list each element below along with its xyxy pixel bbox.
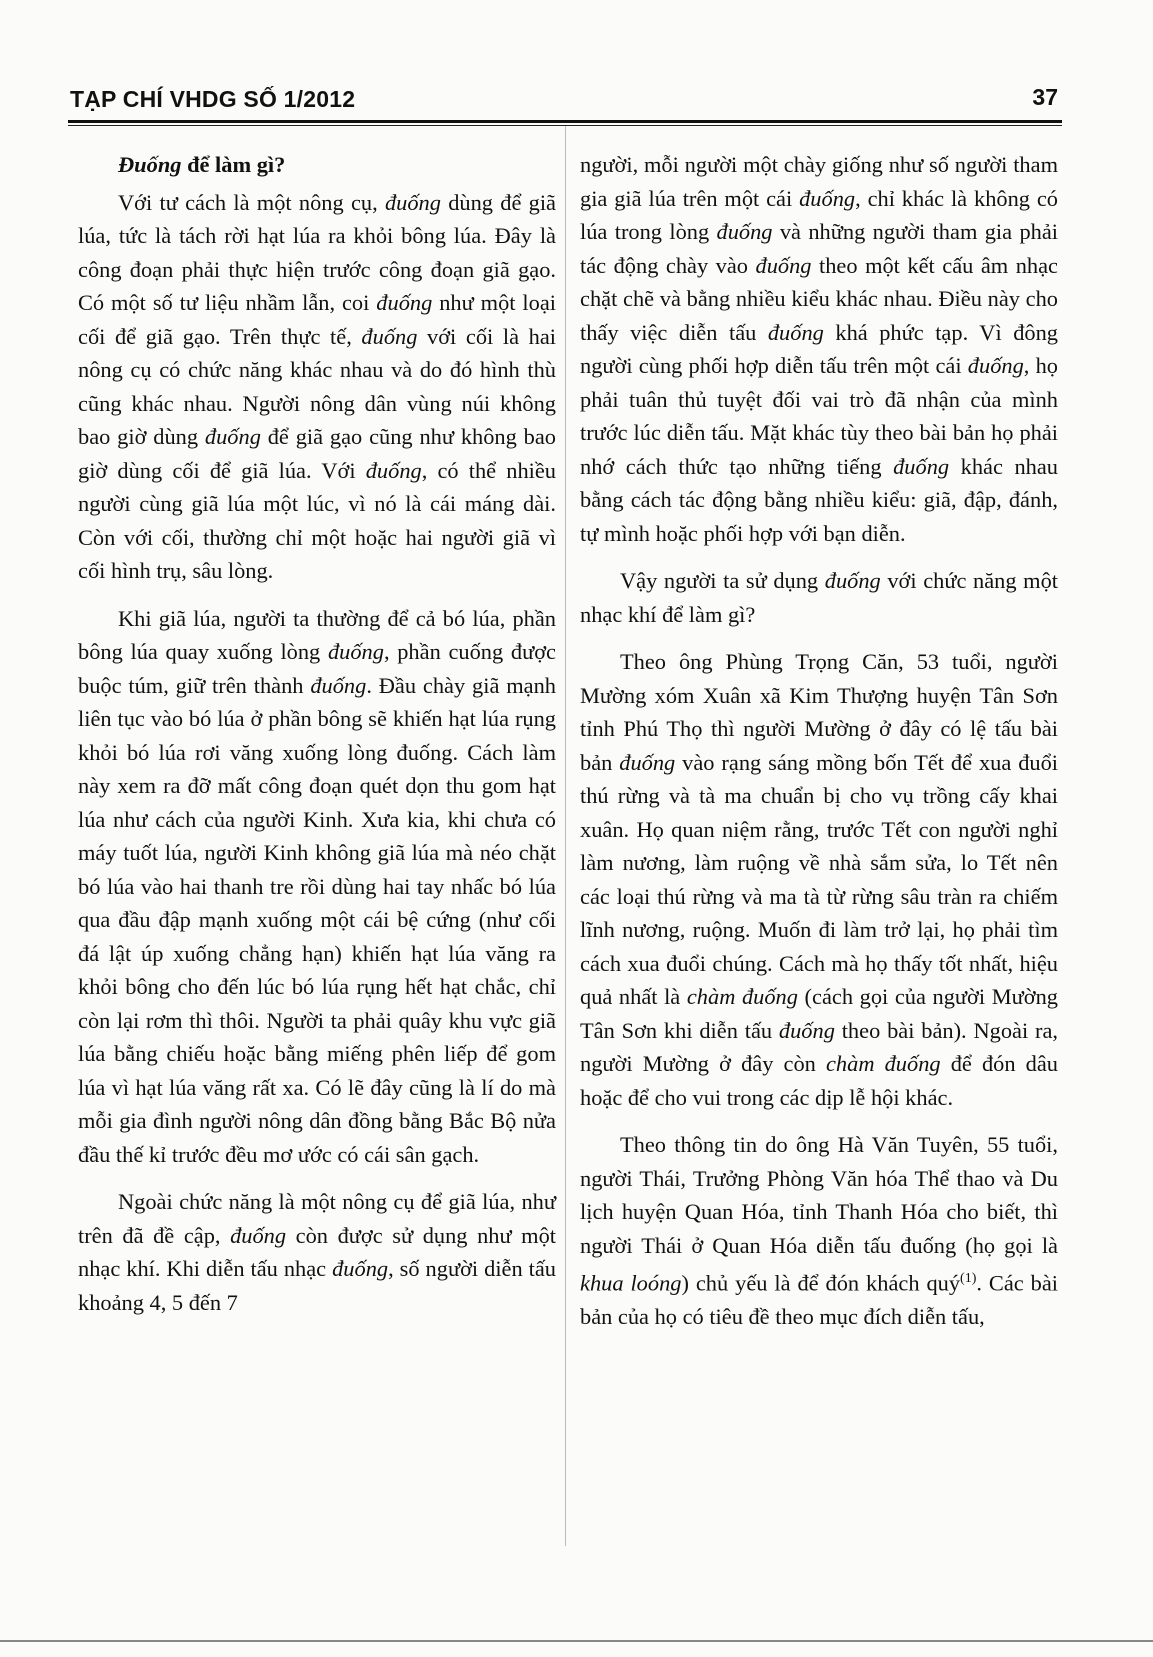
paragraph: Ngoài chức năng là một nông cụ để giã lúa, như trên đã đề cập, đuống còn được sử dụng như một nhạc khí. Khi diễn tấu nhạc đuống, số người diễn tấu khoảng 4, 5 đến 7 (78, 1189, 557, 1315)
left-column-body (78, 186, 556, 1320)
left-column (78, 148, 556, 1333)
heading-rest: để làm gì? (181, 152, 286, 177)
right-column-body (580, 148, 1058, 1333)
header-rule-thick (68, 120, 1062, 123)
journal-title: TẠP CHÍ VHDG SỐ 1/2012 (70, 86, 356, 112)
right-column (580, 148, 1058, 1347)
paragraph: Khi giã lúa, người ta thường để cả bó lúa, phần bông lúa quay xuống lòng đuống, phần cuống được buộc túm, giữ trên thành đuống. Đầu chày giã mạnh liên tục vào bó lúa ở phần bông sẽ khiến hạt lúa rụng khỏi bó lúa rơi văng xuống lòng đuống. Cách làm này xem ra đỡ mất công đoạn quét dọn thu gom hạt lúa như cách của người Kinh. Xưa kia, khi chưa có máy tuốt lúa, người Kinh không giã lúa mà néo chặt bó lúa vào hai thanh tre rồi dùng hai tay nhấc bó lúa qua đầu đập mạnh xuống một cái bệ cứng (như cối đá lật úp xuống chẳng hạn) khiến hạt lúa văng ra khỏi bông cho đến lúc bó lúa rụng hết hạt chắc, chỉ còn lại rơm thì thôi. Người ta phải quây khu vực giã lúa bằng chiếu hoặc bằng miếng phên liếp để gom lúa vì hạt lúa văng rất xa. Có lẽ đây cũng là lí do mà mỗi gia đình người nông dân đồng bằng Bắc Bộ nửa đầu thế kỉ trước đều mơ ước có cái sân gạch. (78, 605, 556, 1167)
scan-edge-line (0, 1640, 1153, 1642)
paragraph: Với tư cách là một nông cụ, đuống dùng để giã lúa, tức là tách rời hạt lúa ra khỏi bông lúa. Đây là công đoạn phải thực hiện trước công đoạn giã gạo. Có một số tư liệu nhầm lẫn, coi đuống như một loại cối để giã gạo. Trên thực tế, đuống với cối là hai nông cụ có chức năng khác nhau và do đó hình thù cũng khác nhau. Người nông dân vùng núi không bao giờ dùng đuống để giã gạo cũng như không bao giờ dùng cối để giã lúa. Với đuống, có thể nhiều người cùng giã lúa một lúc, vì nó là cái máng dài. Còn với cối, thường chỉ một hoặc hai người giã vì cối hình trụ, sâu lòng. (78, 189, 557, 583)
paragraph: Theo ông Phùng Trọng Căn, 53 tuổi, người Mường xóm Xuân xã Kim Thượng huyện Tân Sơn tỉnh Phú Thọ thì người Mường ở đây có lệ tấu bài bản đuống vào rạng sáng mồng bốn Tết để xua đuổi thú rừng và tà ma chuẩn bị cho vụ trồng cấy khai xuân. Họ quan niệm rằng, trước Tết con người nghỉ làm nương, làm ruộng về nhà sắm sửa, lo Tết nên các loại thú rừng và ma tà từ rừng sâu tràn ra chiếm lĩnh nương, ruộng. Muốn đi làm trở lại, họ phải tìm cách xua đuổi chúng. Cách mà họ thấy tốt nhất, hiệu quả nhất là chàm đuống (cách gọi của người Mường Tân Sơn khi diễn tấu đuống theo bài bản). Ngoài ra, người Mường ở đây còn chàm đuống để đón dâu hoặc để cho vui trong các dịp lễ hội khác. (580, 649, 1059, 1110)
paragraph: Theo thông tin do ông Hà Văn Tuyên, 55 tuổi, người Thái, Trưởng Phòng Văn hóa Thể thao và Du lịch huyện Quan Hóa, tỉnh Thanh Hóa cho biết, thì người Thái ở Quan Hóa diễn tấu đuống (họ gọi là khua loóng) chủ yếu là để đón khách quý$^{(1)}$. Các bài bản của họ có tiêu đề theo mục đích diễn tấu, (580, 1132, 1059, 1329)
page-header (70, 84, 1060, 116)
paragraph: Vậy người ta sử dụng đuống với chức năng một nhạc khí để làm gì? (580, 568, 1059, 627)
heading-term: Đuống (118, 152, 182, 177)
page-number: 37 (1032, 84, 1058, 110)
column-divider (565, 126, 566, 1546)
paragraph: người, mỗi người một chày giống như số người tham gia giã lúa trên một cái đuống, chỉ khác là không có lúa trong lòng đuống và những người tham gia phải tác động chày vào đuống theo một kết cấu âm nhạc chặt chẽ và bằng nhiều kiểu khác nhau. Điều này cho thấy việc diễn tấu đuống khá phức tạp. Vì đông người cùng phối hợp diễn tấu trên một cái đuống, họ phải tuân thủ tuyệt đối vai trò đã nhận của mình trước lúc diễn tấu. Mặt khác tùy theo bài bản họ phải nhớ cách thức tạo những tiếng đuống khác nhau bằng cách tác động bằng nhiều kiểu: giã, đập, đánh, tự mình hoặc phối hợp với bạn diễn. (580, 152, 1058, 546)
section-heading (78, 148, 556, 182)
